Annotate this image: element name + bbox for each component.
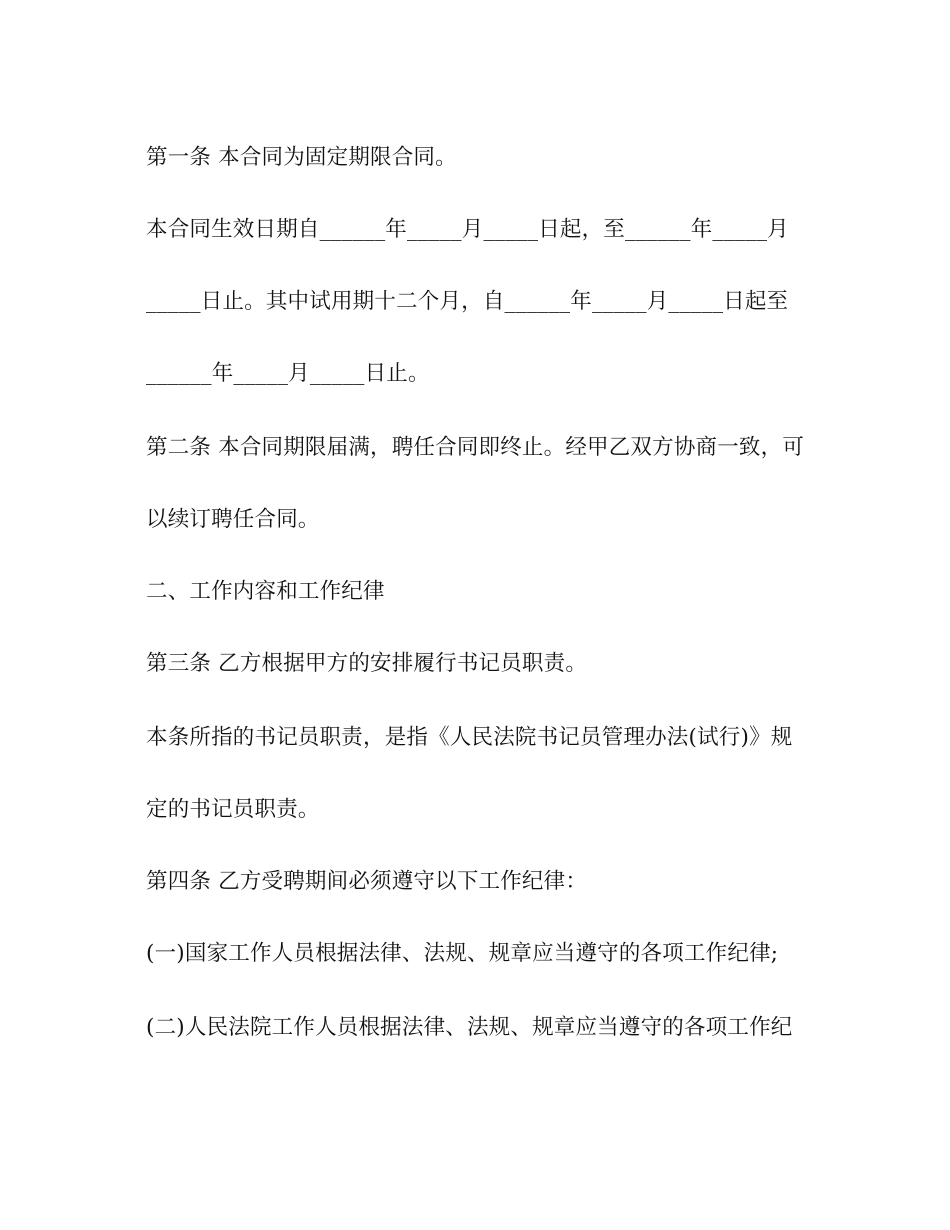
article-3-text: 第三条 乙方根据甲方的安排履行书记员职责。	[146, 651, 588, 676]
article-4-text: 第四条 乙方受聘期间必须遵守以下工作纪律：	[146, 869, 588, 894]
effective-date-line-3: ______年_____月_____日止。	[146, 361, 430, 386]
duty-definition-line-1: 本条所指的书记员职责，是指《人民法院书记员管理办法(试行)》规	[146, 725, 793, 750]
discipline-item-1: (一)国家工作人员根据法律、法规、规章应当遵守的各项工作纪律;	[146, 941, 779, 966]
discipline-item-2: (二)人民法院工作人员根据法律、法规、规章应当遵守的各项工作纪	[146, 1015, 793, 1040]
duty-definition-line-2: 定的书记员职责。	[146, 797, 320, 822]
effective-date-line-1: 本合同生效日期自______年_____月_____日起，至______年_____月	[146, 217, 789, 242]
article-2-text-line-1: 第二条 本合同期限届满，聘任合同即终止。经甲乙双方协商一致，可	[146, 435, 805, 460]
article-1-text: 第一条 本合同为固定期限合同。	[146, 145, 457, 170]
article-2-text-line-2: 以续订聘任合同。	[146, 507, 320, 532]
effective-date-line-2: _____日止。其中试用期十二个月，自______年_____月_____日起至	[146, 289, 789, 314]
section-heading: 二、工作内容和工作纪律	[146, 579, 385, 604]
